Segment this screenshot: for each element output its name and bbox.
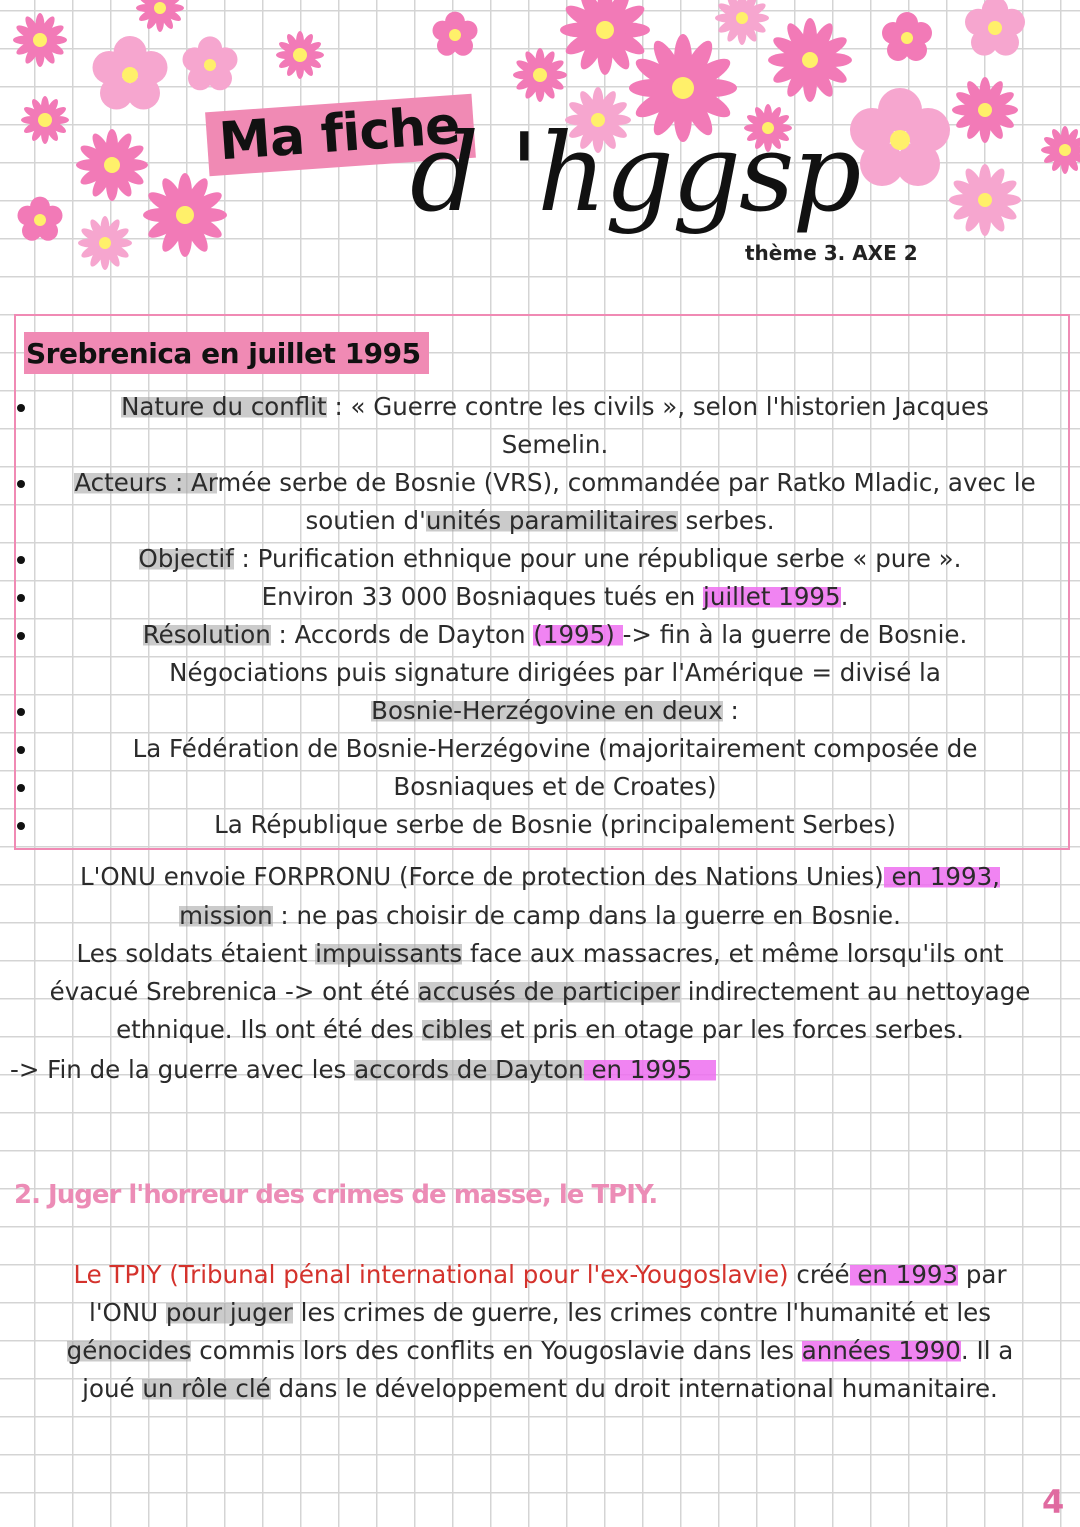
text-line: soutien d'unités paramilitaires serbes.: [305, 506, 775, 535]
text-line: Résolution : Accords de Dayton (1995) -> fin à la guerre de Bosnie.: [142, 620, 968, 649]
theme-tag: thème 3. AXE 2: [745, 241, 918, 265]
text-line: l'ONU pour juger les crimes de guerre, les crimes contre l'humanité et les: [89, 1298, 991, 1327]
text-line: La République serbe de Bosnie (principalement Serbes): [214, 810, 896, 839]
text-line: Environ 33 000 Bosniaques tués en juillet 1995.: [261, 582, 849, 611]
text-line: L'ONU envoie FORPRONU (Force de protection des Nations Unies) en 1993,: [80, 862, 1000, 891]
page-title-box: Ma fiche: [205, 94, 475, 176]
text-line: Bosniaques et de Croates): [393, 772, 717, 801]
text-line: joué un rôle clé dans le développement du droit international humanitaire.: [82, 1374, 998, 1403]
section-heading: 2. Juger l'horreur des crimes de masse, le TPIY.: [14, 1180, 658, 1210]
page-number: 4: [1042, 1483, 1065, 1521]
text-line: Nature du conflit : « Guerre contre les civils », selon l'historien Jacques: [121, 392, 989, 421]
text-line: La Fédération de Bosnie-Herzégovine (majoritairement composée de: [132, 734, 978, 763]
text-line: mission : ne pas choisir de camp dans la guerre en Bosnie.: [179, 901, 901, 930]
text-line: Semelin.: [501, 430, 609, 459]
text-line: Les soldats étaient impuissants face aux massacres, et même lorsqu'ils ont: [76, 939, 1004, 968]
text-line: Objectif : Purification ethnique pour une république serbe « pure ».: [138, 544, 962, 573]
text-line: ethnique. Ils ont été des cibles et pris en otage par les forces serbes.: [116, 1015, 964, 1044]
section-title: Srebrenica en juillet 1995: [24, 332, 429, 374]
text-line: Négociations puis signature dirigées par l'Amérique = divisé la: [169, 658, 941, 687]
text-line: Acteurs : Armée serbe de Bosnie (VRS), commandée par Ratko Mladic, avec le: [74, 468, 1036, 497]
script-title: d 'hggsp: [410, 111, 860, 236]
text-line: Le TPIY (Tribunal pénal international pour l'ex-Yougoslavie) créé en 1993 par: [73, 1260, 1007, 1289]
text-line: Bosnie-Herzégovine en deux :: [371, 696, 739, 725]
text-line: génocides commis lors des conflits en Yougoslavie dans les années 1990. Il a: [66, 1336, 1014, 1365]
text-line: -> Fin de la guerre avec les accords de Dayton en 1995: [10, 1055, 716, 1084]
text-line: évacué Srebrenica -> ont été accusés de participer indirectement au nettoyage: [49, 977, 1031, 1006]
